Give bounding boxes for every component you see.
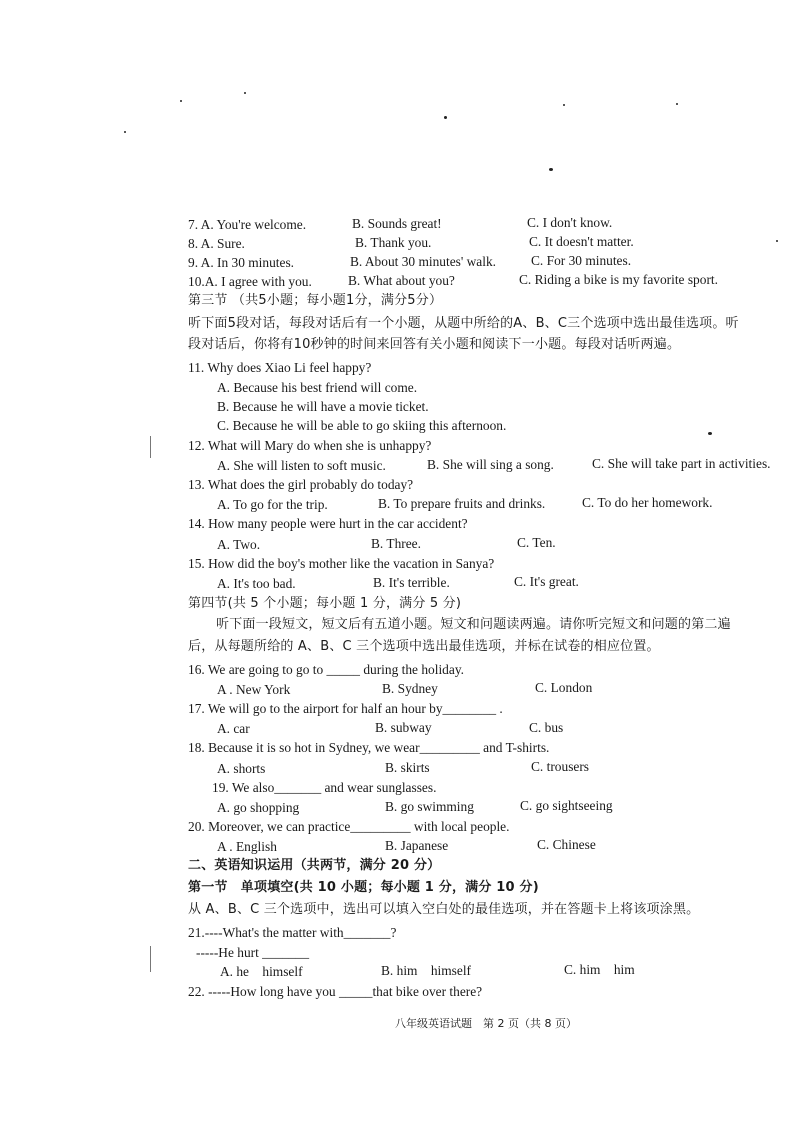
- part2-section1-heading: 第一节 单项填空(共 10 小题；每小题 1 分，满分 10 分): [188, 880, 539, 895]
- q20-option-c: C. Chinese: [537, 837, 596, 852]
- binding-edge-mark: [150, 946, 151, 972]
- q11-stem: 11. Why does Xiao Li feel happy?: [188, 360, 372, 375]
- q11-option-c: C. Because he will be able to go skiing this afternoon.: [217, 418, 507, 433]
- q10-option-b: B. What about you?: [348, 273, 455, 288]
- q16-stem: 16. We are going to go to _____ during the holiday.: [188, 662, 464, 677]
- scan-speck: [180, 100, 182, 102]
- q20-stem: 20. Moreover, we can practice_________ with local people.: [188, 819, 510, 834]
- q19-option-a: A. go shopping: [217, 800, 300, 815]
- section3-instructions-line2: 段对话后，你将有10秒钟的时间来回答有关小题和阅读下一小题。每段对话听两遍。: [188, 337, 681, 352]
- part2-section1-instructions: 从 A、B、C 三个选项中，选出可以填入空白处的最佳选项，并在答题卡上将该项涂黑。: [188, 902, 700, 917]
- q13-option-c: C. To do her homework.: [582, 495, 713, 510]
- q17-option-b: B. subway: [375, 720, 432, 735]
- q15-option-b: B. It's terrible.: [373, 575, 450, 590]
- q19-option-c: C. go sightseeing: [520, 798, 613, 813]
- q8-option-a: 8. A. Sure.: [188, 236, 245, 251]
- q13-option-b: B. To prepare fruits and drinks.: [378, 496, 546, 511]
- q8-option-b: B. Thank you.: [355, 235, 432, 250]
- q14-option-c: C. Ten.: [517, 535, 556, 550]
- scan-speck: [244, 92, 246, 94]
- q21-stem-line2: -----He hurt _______: [196, 945, 310, 960]
- q14-option-b: B. Three.: [371, 536, 421, 551]
- q20-option-a: A . English: [217, 839, 277, 854]
- q10-option-c: C. Riding a bike is my favorite sport.: [519, 272, 718, 287]
- q12-option-b: B. She will sing a song.: [427, 457, 554, 472]
- q9-option-c: C. For 30 minutes.: [531, 253, 632, 268]
- q13-option-a: A. To go for the trip.: [217, 497, 328, 512]
- section3-heading: 第三节 （共5小题；每小题1分，满分5分）: [188, 293, 443, 308]
- q17-stem: 17. We will go to the airport for half an hour by________ .: [188, 701, 503, 716]
- section4-instructions-line1: 听下面一段短文，短文后有五道小题。短文和问题读两遍。请你听完短文和问题的第二遍: [216, 617, 731, 632]
- scan-speck: [124, 131, 126, 133]
- q16-option-b: B. Sydney: [382, 681, 438, 696]
- q18-option-c: C. trousers: [531, 759, 590, 774]
- q16-option-c: C. London: [535, 680, 593, 695]
- scan-speck: [549, 168, 553, 171]
- q12-stem: 12. What will Mary do when she is unhappy?: [188, 438, 432, 453]
- binding-edge-mark: [150, 436, 151, 458]
- q14-option-a: A. Two.: [217, 537, 261, 552]
- section4-instructions-line2: 后，从每题所给的 A、B、C 三个选项中选出最佳选项，并标在试卷的相应位置。: [188, 639, 660, 654]
- q10-option-a: 10.A. I agree with you.: [188, 274, 312, 289]
- q11-option-a: A. Because his best friend will come.: [217, 380, 418, 395]
- q15-stem: 15. How did the boy's mother like the vacation in Sanya?: [188, 556, 495, 571]
- q9-option-a: 9. A. In 30 minutes.: [188, 255, 295, 270]
- scan-speck: [776, 240, 778, 242]
- q20-option-b: B. Japanese: [385, 838, 449, 853]
- q7-option-c: C. I don't know.: [527, 215, 613, 230]
- q21-option-a: A. he himself: [220, 964, 303, 979]
- q15-option-a: A. It's too bad.: [217, 576, 296, 591]
- q21-option-b: B. him himself: [381, 963, 472, 978]
- section3-instructions-line1: 听下面5段对话，每段对话后有一个小题，从题中所给的A、B、C三个选项中选出最佳选项。听: [188, 316, 739, 331]
- scan-speck: [708, 432, 712, 435]
- scan-speck: [563, 104, 565, 106]
- q12-option-a: A. She will listen to soft music.: [217, 458, 386, 473]
- q11-option-b: B. Because he will have a movie ticket.: [217, 399, 429, 414]
- scan-speck: [444, 116, 447, 119]
- q19-option-b: B. go swimming: [385, 799, 474, 814]
- q22-stem: 22. -----How long have you _____that bike over there?: [188, 984, 483, 999]
- q18-option-a: A. shorts: [217, 761, 266, 776]
- part2-heading: 二、英语知识运用（共两节，满分 20 分）: [188, 858, 441, 873]
- section4-heading: 第四节(共 5 个小题；每小题 1 分，满分 5 分): [188, 596, 462, 611]
- q16-option-a: A . New York: [217, 682, 291, 697]
- q17-option-c: C. bus: [529, 720, 564, 735]
- q8-option-c: C. It doesn't matter.: [529, 234, 634, 249]
- q18-stem: 18. Because it is so hot in Sydney, we wear_________ and T-shirts.: [188, 740, 550, 755]
- q18-option-b: B. skirts: [385, 760, 430, 775]
- q17-option-a: A. car: [217, 721, 250, 736]
- q15-option-c: C. It's great.: [514, 574, 579, 589]
- q13-stem: 13. What does the girl probably do today?: [188, 477, 414, 492]
- q14-stem: 14. How many people were hurt in the car accident?: [188, 516, 468, 531]
- q21-stem: 21.----What's the matter with_______?: [188, 925, 397, 940]
- q7-option-b: B. Sounds great!: [352, 216, 442, 231]
- page-footer: 八年级英语试题 第 2 页（共 8 页）: [395, 1017, 577, 1030]
- q9-option-b: B. About 30 minutes' walk.: [350, 254, 496, 269]
- q19-stem: 19. We also_______ and wear sunglasses.: [212, 780, 437, 795]
- q12-option-c: C. She will take part in activities.: [592, 456, 771, 471]
- q21-option-c: C. him him: [564, 962, 635, 977]
- q7-option-a: 7. A. You're welcome.: [188, 217, 307, 232]
- scan-speck: [676, 103, 678, 105]
